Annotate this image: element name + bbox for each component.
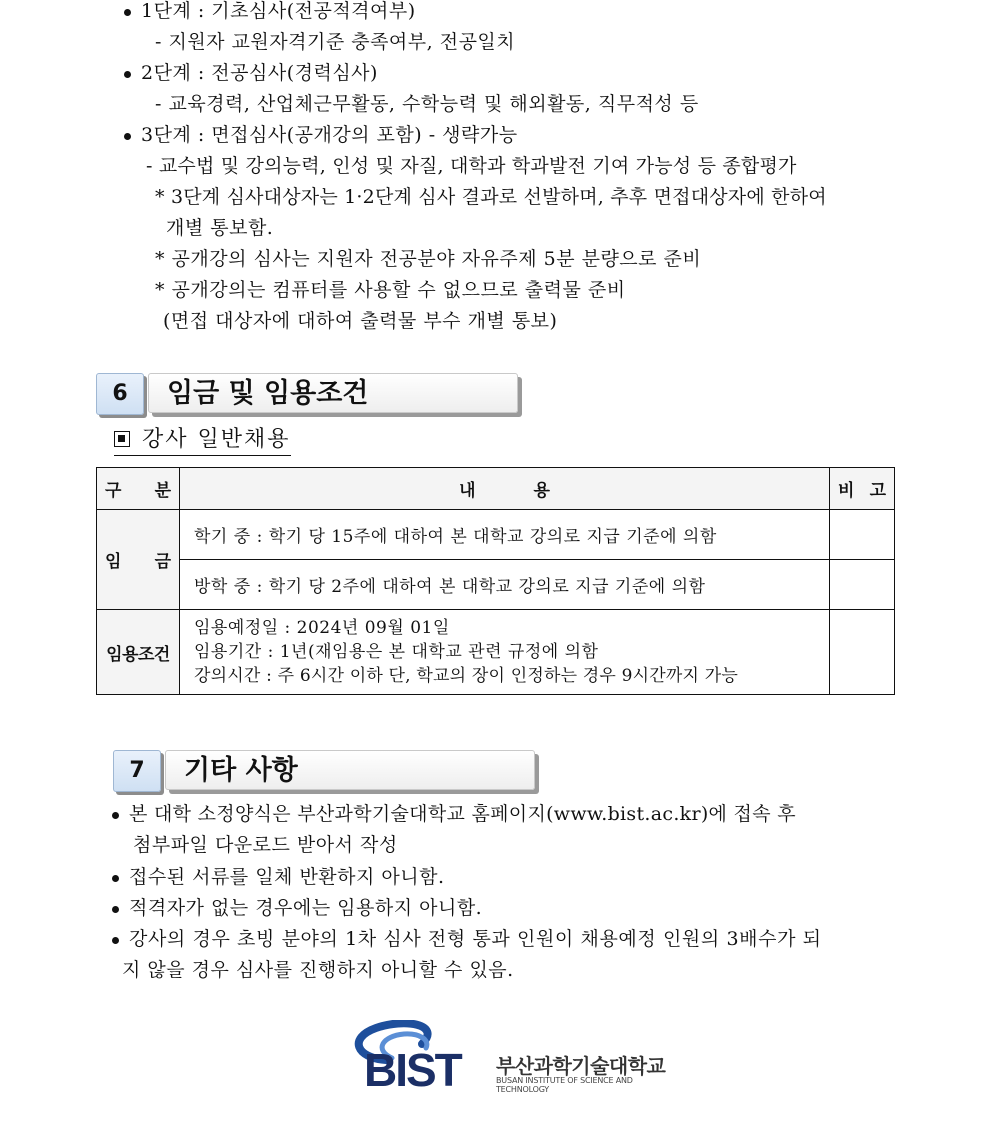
- bullet-icon: [112, 812, 119, 819]
- header-note-2: 고: [869, 481, 886, 501]
- list-item: [112, 799, 796, 829]
- note2: * 공개강의 심사는 지원자 전공분야 자유주제 5분 분량으로 준비: [155, 248, 702, 270]
- bullet-icon: [124, 71, 131, 78]
- note1-line1: * 3단계 심사대상자는 1·2단계 심사 결과로 선발하며, 추후 면접대상자에 한하여: [155, 186, 827, 208]
- table-row: [97, 560, 895, 610]
- step1-item: [124, 0, 416, 26]
- note-cell: [830, 610, 895, 695]
- table-row: [97, 610, 895, 695]
- header-category-2: 분: [154, 481, 171, 501]
- step2-item: [124, 58, 378, 88]
- item-text: 접수된 서류를 일체 반환하지 아니함.: [129, 866, 445, 888]
- conditions-cell: [180, 610, 830, 695]
- logo-name-en: BUSAN INSTITUTE OF SCIENCE AND TECHNOLOGY: [496, 1076, 633, 1094]
- list-item: [112, 893, 482, 923]
- bist-logo: [346, 1020, 676, 1095]
- wage-vacation: 방학 중 : 학기 당 2주에 대하여 본 대학교 강의로 지급 기준에 의함: [180, 560, 830, 610]
- header-content: [180, 468, 830, 510]
- step1-detail: - 지원자 교원자격기준 충족여부, 전공일치: [155, 31, 516, 53]
- item-continuation: 지 않을 경우 심사를 진행하지 아니할 수 있음.: [122, 959, 514, 981]
- item-text: 적격자가 없는 경우에는 임용하지 아니함.: [129, 897, 483, 919]
- condition-hours: 강의시간 : 주 6시간 이하 단, 학교의 장이 인정하는 경우 9시간까지 가능: [194, 666, 738, 686]
- section6-title: 임금 및 임용조건: [148, 373, 518, 413]
- table-header-row: [97, 468, 895, 510]
- step3-text: 3단계 : 면접심사(공개강의 포함) - 생략가능: [141, 124, 518, 146]
- square-bullet-icon: [114, 431, 130, 447]
- bullet-icon: [112, 937, 119, 944]
- bullet-icon: [124, 133, 131, 140]
- note1-line2: 개별 통보함.: [166, 217, 274, 239]
- subheading-text: 강사 일반채용: [142, 427, 291, 452]
- step3-detail: - 교수법 및 강의능력, 인성 및 자질, 대학과 학과발전 기여 가능성 등 종합평가: [146, 155, 797, 177]
- condition-period: 임용기간 : 1년(재임용은 본 대학교 관련 규정에 의함: [194, 642, 599, 662]
- wage-semester: 학기 중 : 학기 당 15주에 대하여 본 대학교 강의로 지급 기준에 의함: [180, 510, 830, 560]
- condition-start-date: 임용예정일 : 2024년 09월 01일: [194, 618, 450, 638]
- item-continuation: 첨부파일 다운로드 받아서 작성: [133, 834, 398, 856]
- note3-line2: (면접 대상자에 대하여 출력물 부수 개별 통보): [163, 310, 558, 332]
- bist-emblem-icon: [346, 1020, 496, 1095]
- item-text: 강사의 경우 초빙 분야의 1차 심사 전형 통과 인원이 채용예정 인원의 3배수가 되: [129, 928, 822, 950]
- section6-subheading: [114, 425, 291, 456]
- table-row: [97, 510, 895, 560]
- note-cell: [830, 560, 895, 610]
- item-text: 본 대학 소정양식은 부산과학기술대학교 홈페이지(www.bist.ac.kr)에 접속 후: [129, 803, 796, 825]
- header-content-1: 내: [459, 481, 476, 501]
- note-cell: [830, 510, 895, 560]
- section7-number: 7: [113, 750, 161, 792]
- list-item: [112, 862, 445, 892]
- note3: * 공개강의는 컴퓨터를 사용할 수 없으므로 출력물 준비: [155, 279, 626, 301]
- section6-number: 6: [96, 373, 144, 415]
- wage-label-1: 임: [105, 552, 122, 572]
- wage-label: [97, 510, 180, 610]
- section7-title: 기타 사항: [165, 750, 535, 790]
- step2-detail: - 교육경력, 산업체근무활동, 수학능력 및 해외활동, 직무적성 등: [155, 93, 699, 115]
- header-category-1: 구: [105, 481, 122, 501]
- wage-label-2: 금: [154, 552, 171, 572]
- bullet-icon: [124, 9, 131, 16]
- list-item: [112, 924, 822, 954]
- step1-text: 1단계 : 기초심사(전공적격여부): [141, 0, 416, 22]
- logo-name-kr: 부산과학기술대학교: [496, 1054, 666, 1078]
- wage-table: [96, 467, 895, 695]
- step2-text: 2단계 : 전공심사(경력심사): [141, 62, 378, 84]
- bullet-icon: [112, 875, 119, 882]
- header-note-1: 비: [838, 481, 855, 501]
- header-note: [830, 468, 895, 510]
- logo-wordmark: BIST: [364, 1044, 461, 1095]
- header-category: [97, 468, 180, 510]
- conditions-label: 임용조건: [97, 610, 180, 695]
- header-content-2: 용: [533, 481, 550, 501]
- bullet-icon: [112, 906, 119, 913]
- step3-item: [124, 120, 518, 150]
